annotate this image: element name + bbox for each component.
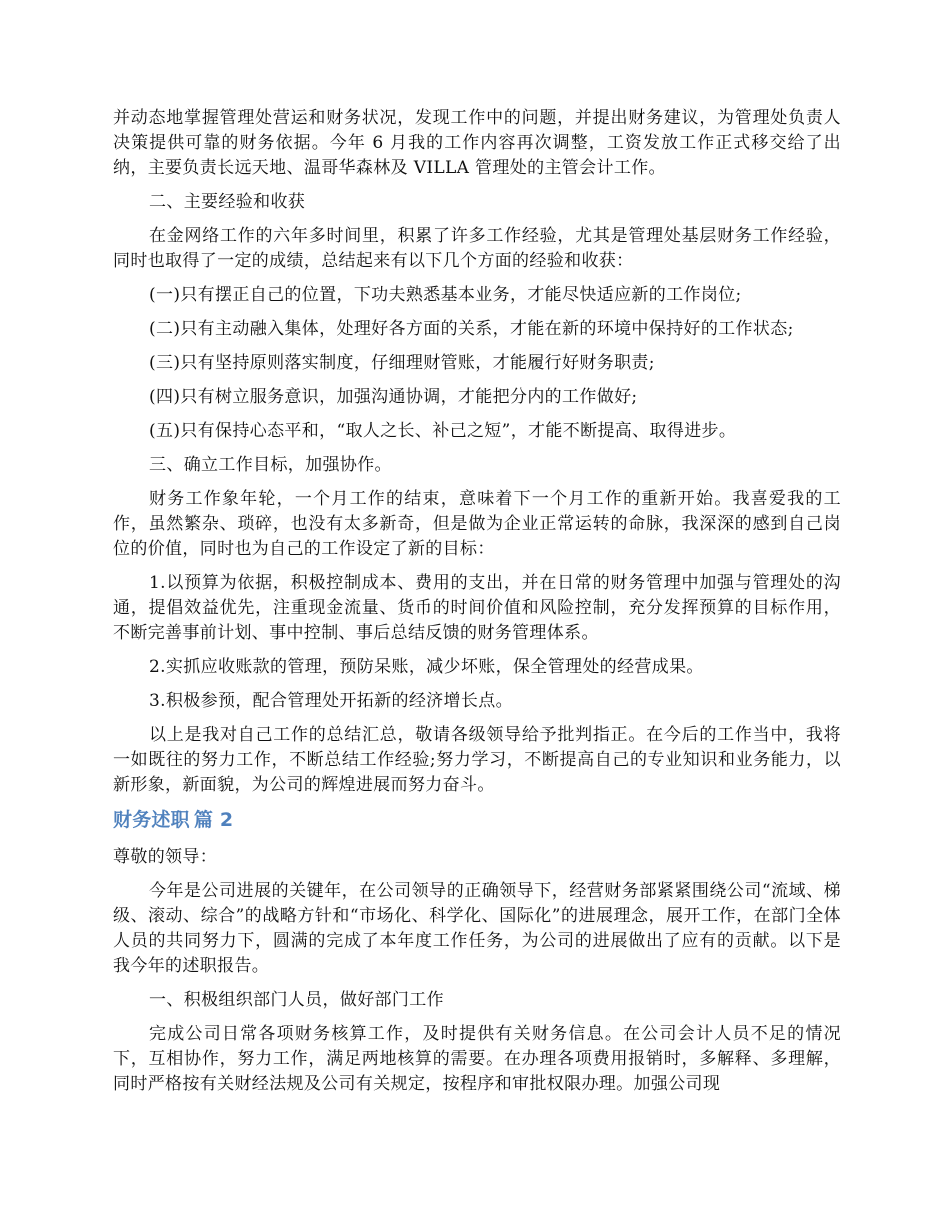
list-item: (三)只有坚持原则落实制度，仔细理财管账，才能履行好财务职责; [149,353,655,373]
document-page [113,106,841,1106]
list-item: 3.积极参预，配合管理处开拓新的经济增长点。 [149,691,513,711]
list-item: (四)只有树立服务意识，加强沟通协调，才能把分内的工作做好; [149,387,638,407]
paragraph: 并动态地掌握管理处营运和财务状况，发现工作中的问题，并提出财务建议，为管理处负责人决策提供可靠的财务依据。今年 6 月我的工作内容再次调整，工资发放工作正式移交给了出纳，主要负责长远天地、温哥华森林及 VILLA 管理处的主管会计工作。 [113,108,841,178]
list-item: (五)只有保持心态平和，“取人之长、补己之短”，才能不断提高、取得进步。 [149,421,737,441]
heading-department: 一、积极组织部门人员，做好部门工作 [149,990,444,1010]
paragraph: 今年是公司进展的关键年，在公司领导的正确领导下，经营财务部紧紧围绕公司“流域、梯级、滚动、综合”的战略方针和“市场化、科学化、国际化”的进展理念，展开工作，在部门全体人员的共同努力下，圆满的完成了本年度工作任务，为公司的进展做出了应有的贡献。以下是我今年的述职报告。 [113,881,841,976]
section-title-text: 财务述职 [113,809,190,831]
paragraph: 在金网络工作的六年多时间里，积累了许多工作经验，尤其是管理处基层财务工作经验，同时也取得了一定的成绩，总结起来有以下几个方面的经验和收获： [113,226,841,271]
section-title [113,807,841,833]
paragraph: 财务工作象年轮，一个月工作的结束，意味着下一个月工作的重新开始。我喜爱我的工作，虽然繁杂、琐碎，也没有太多新奇，但是做为企业正常运转的命脉，我深深的感到自己岗位的价值，同时也为自己的工作设定了新的目标： [113,489,841,559]
greeting: 尊敬的领导： [113,847,218,867]
heading-goals: 三、确立工作目标，加强协作。 [149,455,392,475]
list-item: (一)只有摆正自己的位置，下功夫熟悉基本业务，才能尽快适应新的工作岗位; [149,285,742,305]
list-item: 1.以预算为依据，积极控制成本、费用的支出，并在日常的财务管理中加强与管理处的沟通，提倡效益优先，注重现金流量、货币的时间价值和风险控制，充分发挥预算的目标作用，不断完善事前计划、事中控制、事后总结反馈的财务管理体系。 [113,573,841,643]
paragraph: 以上是我对自己工作的总结汇总，敬请各级领导给予批判指正。在今后的工作当中，我将一如既往的努力工作，不断总结工作经验;努力学习，不断提高自己的专业知识和业务能力，以新形象，新面貌，为公司的辉煌进展而努力奋斗。 [113,725,841,795]
paragraph: 完成公司日常各项财务核算工作，及时提供有关财务信息。在公司会计人员不足的情况下，互相协作，努力工作，满足两地核算的需要。在办理各项费用报销时，多解释、多理解，同时严格按有关财经法规及公司有关规定，按程序和审批权限办理。加强公司现 [113,1024,841,1094]
list-item: (二)只有主动融入集体，处理好各方面的关系，才能在新的环境中保持好的工作状态; [149,319,794,339]
heading-experience: 二、主要经验和收获 [149,192,306,212]
list-item: 2.实抓应收账款的管理，预防呆账，减少坏账，保全管理处的经营成果。 [149,657,704,677]
section-number: 篇 2 [193,809,234,831]
